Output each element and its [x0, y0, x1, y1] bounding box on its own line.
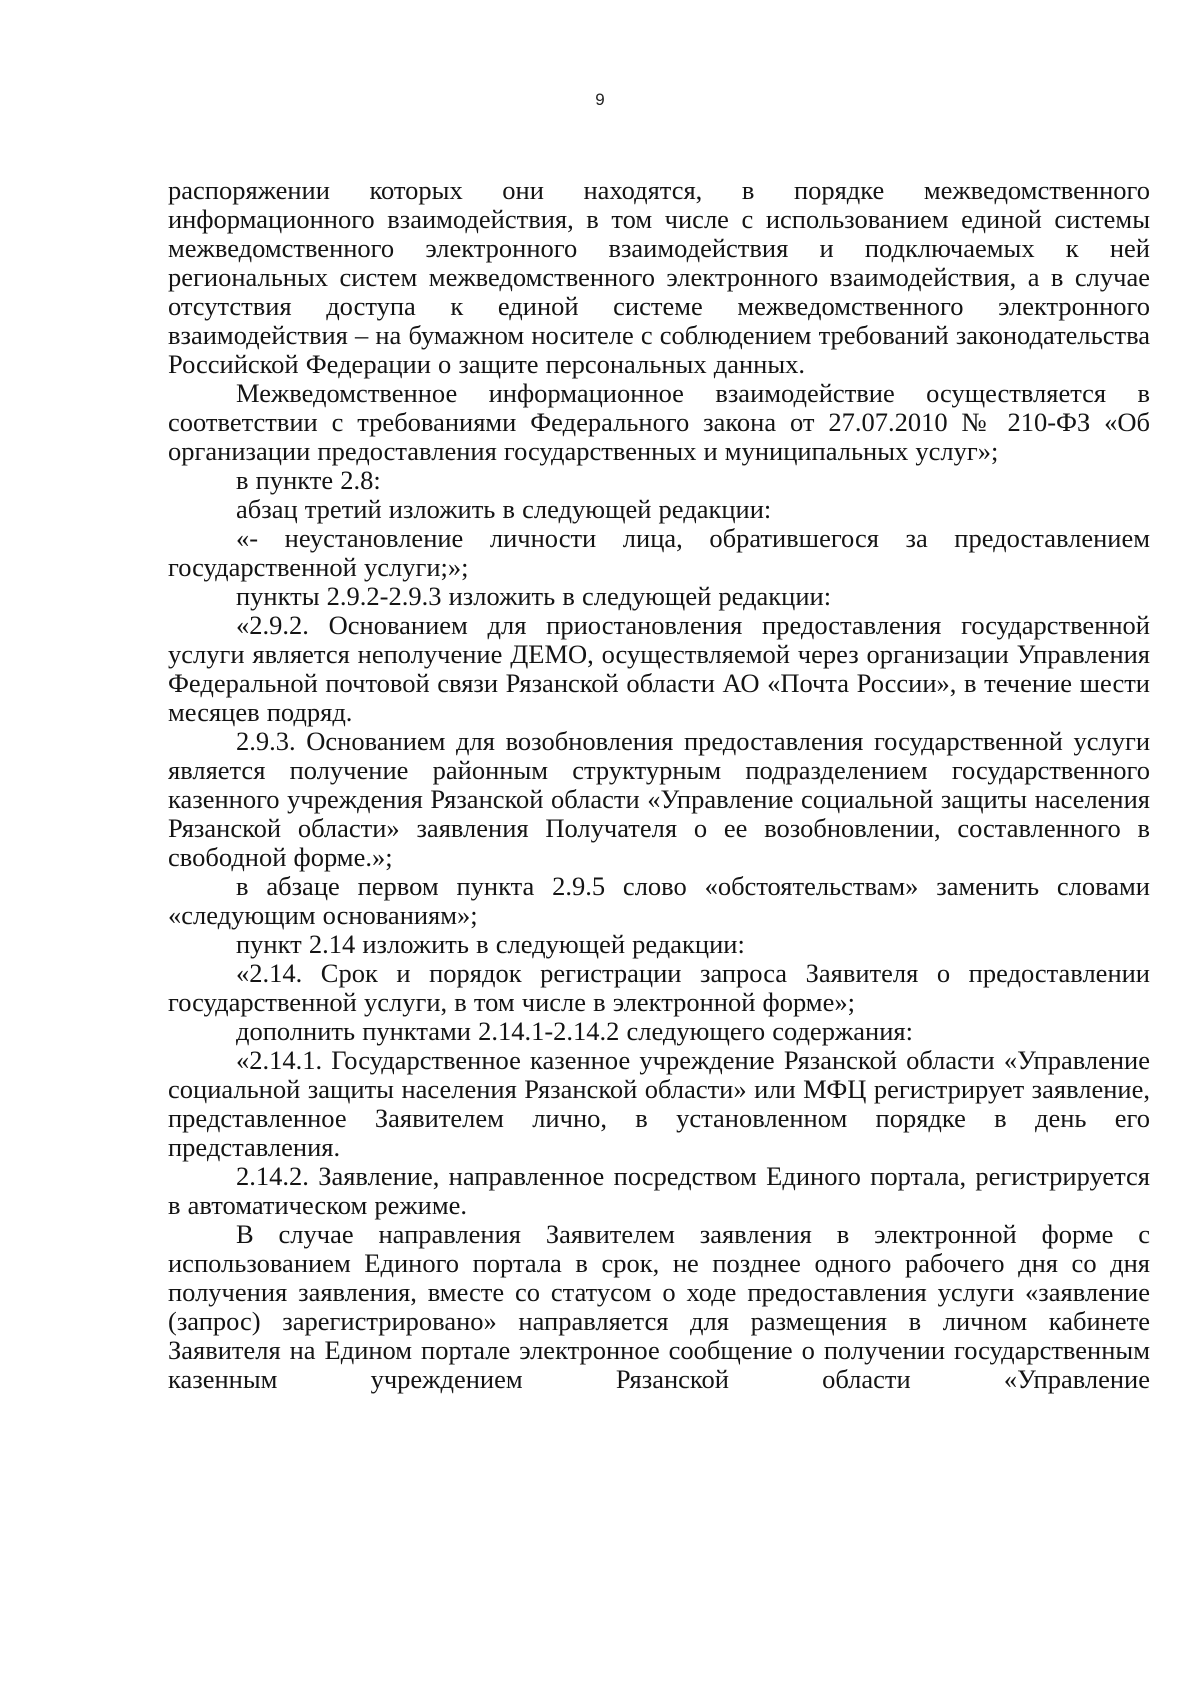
- paragraph-6: пункты 2.9.2-2.9.3 изложить в следующей редакции:: [236, 581, 832, 611]
- paragraph-2: Межведомственное информационное взаимодействие осуществляется в соответствии с требованиями Федерального закона от 27.07.2010 № 210-ФЗ «Об организации предоставления государственных и муниципальных услуг»;: [168, 378, 1150, 466]
- paragraph-12: дополнить пунктами 2.14.1-2.14.2 следующего содержания:: [236, 1016, 913, 1046]
- paragraph-1: распоряжении которых они находятся, в порядке межведомственного информационного взаимодействия, в том числе с использованием единой системы межведомственного электронного взаимодействия и подключаемых к ней региональных систем межведомственного электронного взаимодействия, а в случае отсутствия доступа к единой системе межведомственного электронного взаимодействия – на бумажном носителе с соблюдением требований законодательства Российской Федерации о защите персональных данных.: [168, 175, 1150, 379]
- paragraph-10: пункт 2.14 изложить в следующей редакции:: [236, 929, 745, 959]
- paragraph-8: 2.9.3. Основанием для возобновления предоставления государственной услуги является получение районным структурным подразделением государственного казенного учреждения Рязанской области «Управление социальной защиты населения Рязанской области» заявления Получателя о ее возобновлении, составленного в свободной форме.»;: [168, 726, 1150, 872]
- paragraph-7: «2.9.2. Основанием для приостановления предоставления государственной услуги является неполучение ДЕМО, осуществляемой через организации Управления Федеральной почтовой связи Рязанской области АО «Почта России», в течение шести месяцев подряд.: [168, 610, 1150, 727]
- paragraph-13: «2.14.1. Государственное казенное учреждение Рязанской области «Управление социальной защиты населения Рязанской области» или МФЦ регистрирует заявление, представленное Заявителем лично, в установленном порядке в день его представления.: [168, 1045, 1150, 1162]
- paragraph-11: «2.14. Срок и порядок регистрации запроса Заявителя о предоставлении государственной услуги, в том числе в электронной форме»;: [168, 958, 1150, 1017]
- paragraph-14: 2.14.2. Заявление, направленное посредством Единого портала, регистрируется в автоматическом режиме.: [168, 1161, 1150, 1220]
- page-number: 9: [595, 90, 605, 109]
- paragraph-5: «- неустановление личности лица, обратившегося за предоставлением государственной услуги;»;: [168, 523, 1150, 582]
- document-body: [168, 176, 1150, 1394]
- paragraph-3: в пункте 2.8:: [236, 465, 381, 495]
- paragraph-4: абзац третий изложить в следующей редакции:: [236, 494, 772, 524]
- paragraph-9: в абзаце первом пункта 2.9.5 слово «обстоятельствам» заменить словами «следующим основаниям»;: [168, 871, 1150, 930]
- paragraph-15: В случае направления Заявителем заявления в электронной форме с использованием Единого портала в срок, не позднее одного рабочего дня со дня получения заявления, вместе со статусом о ходе предоставления услуги «заявление (запрос) зарегистрировано» направляется для размещения в личном кабинете Заявителя на Едином портале электронное сообщение о получении государственным казенным учреждением Рязанской области «Управление: [168, 1219, 1150, 1394]
